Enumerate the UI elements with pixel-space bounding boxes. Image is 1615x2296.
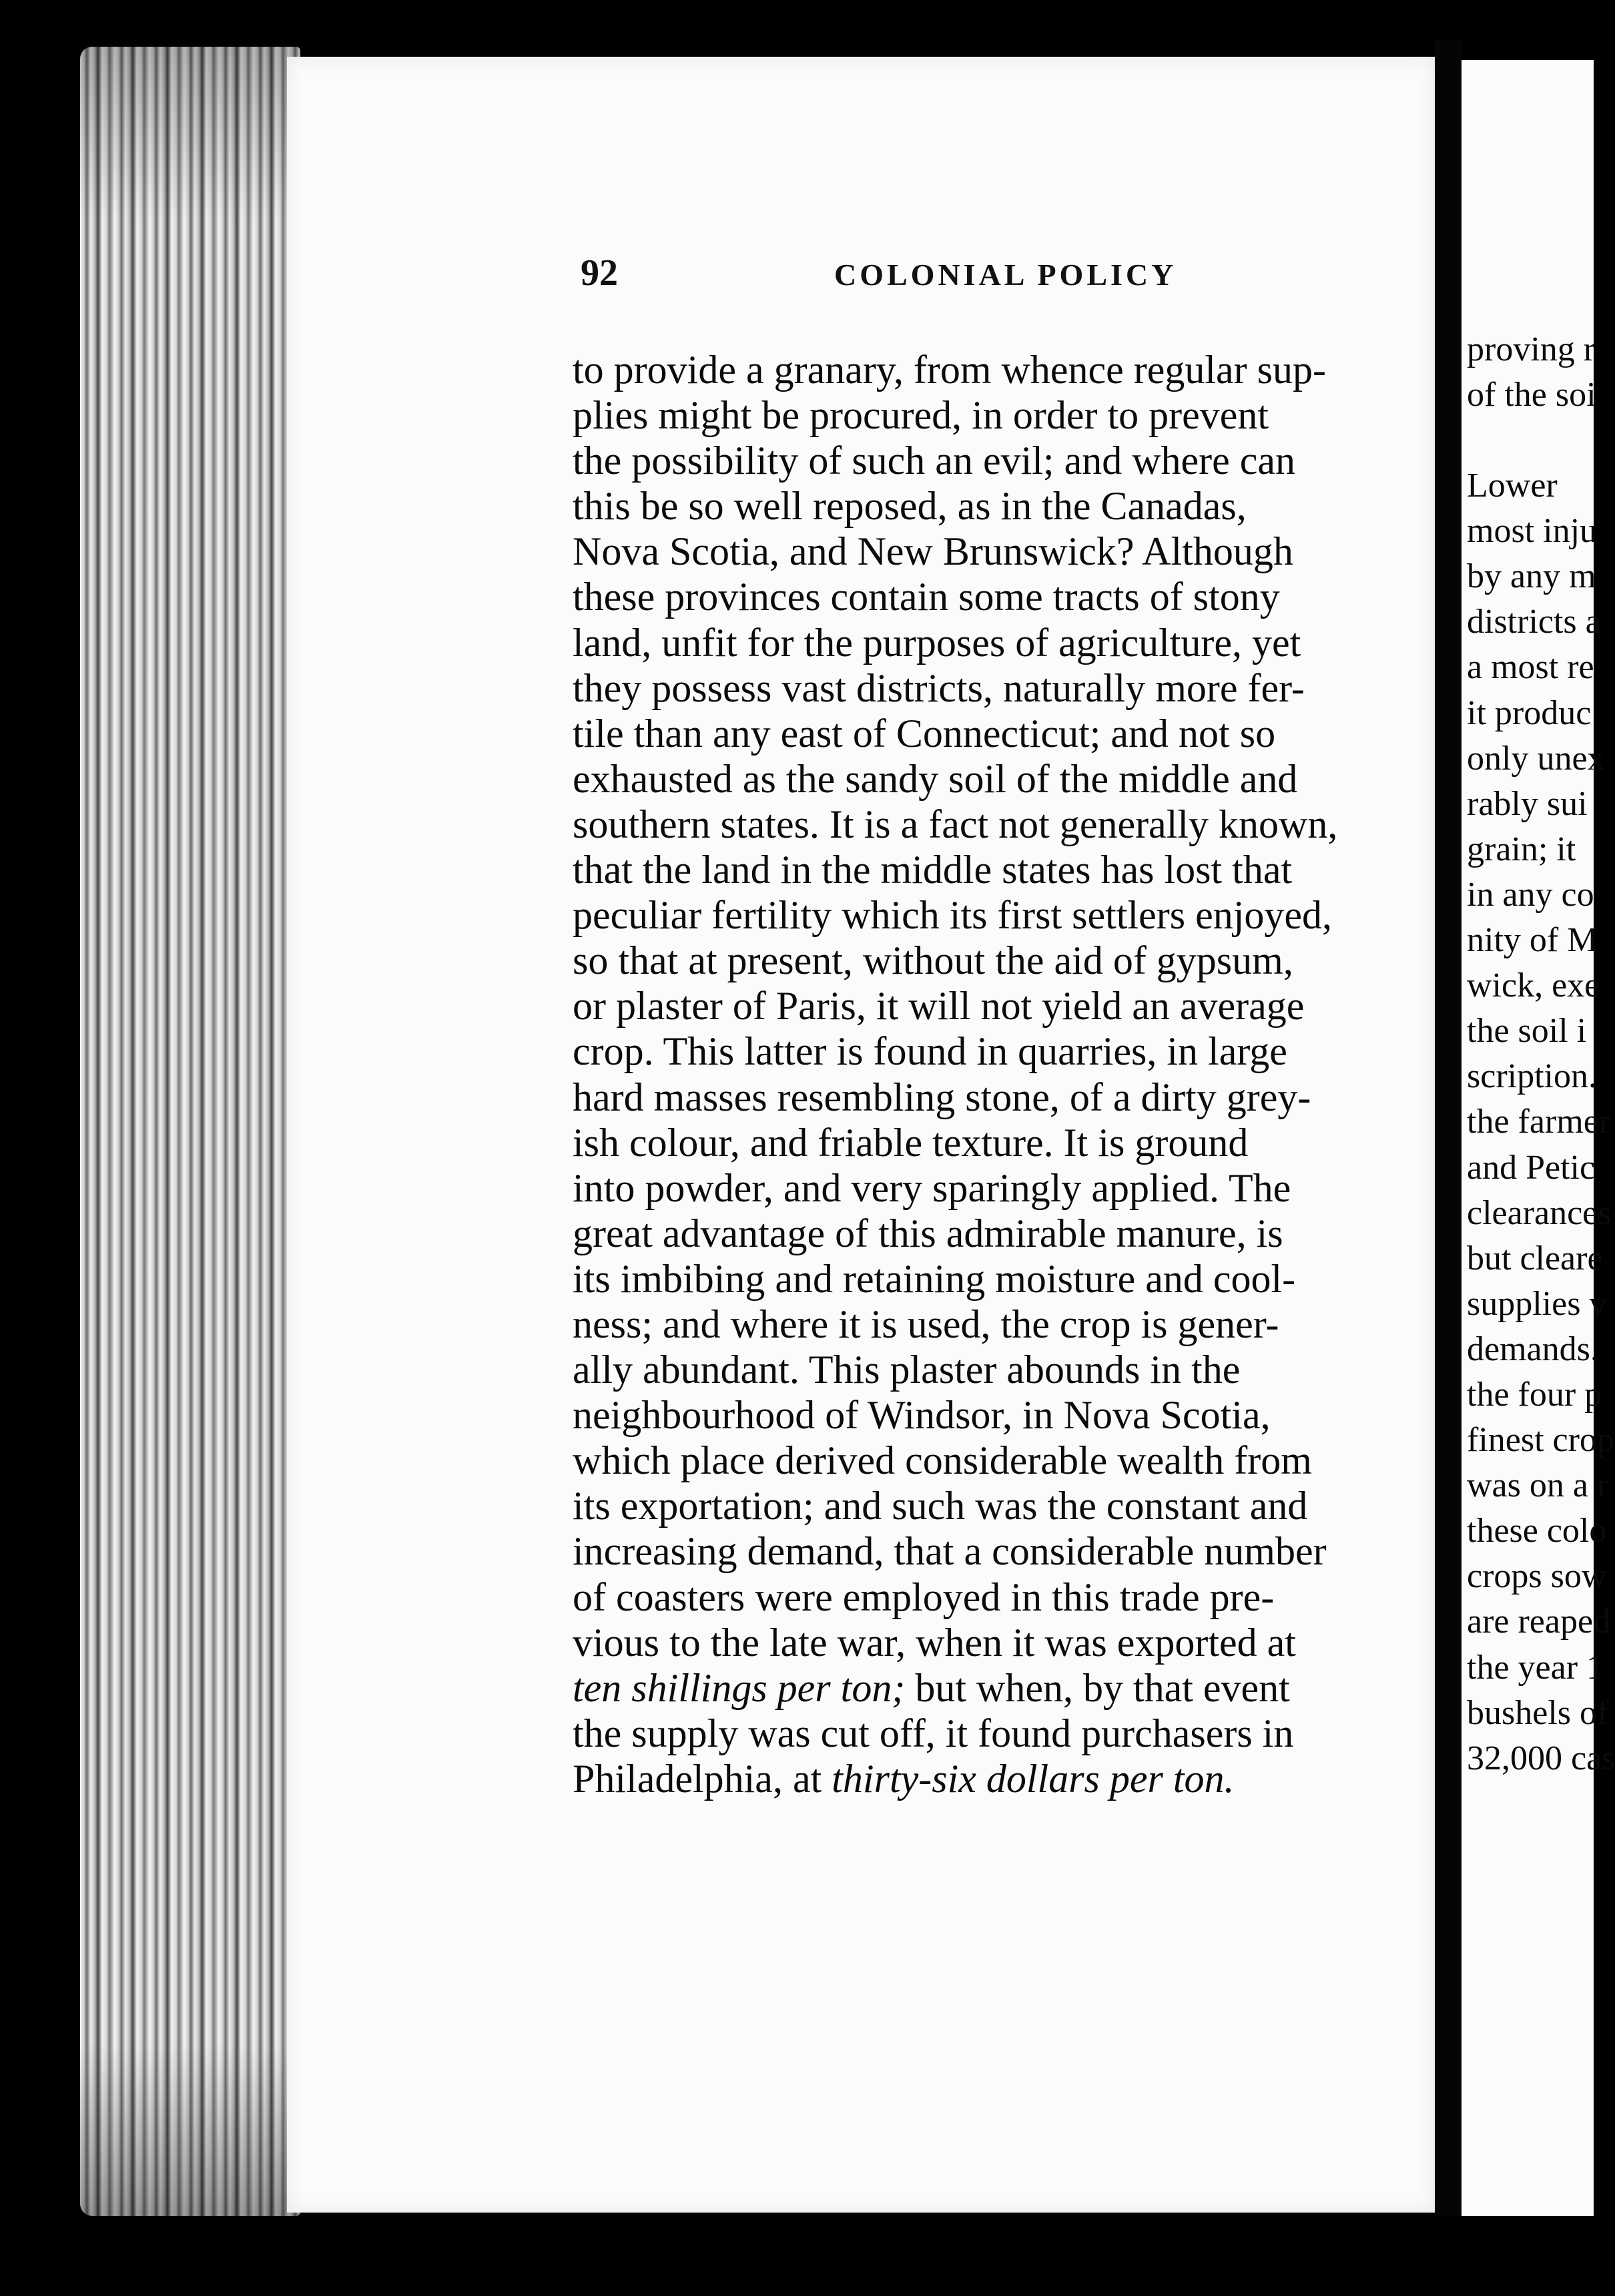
text-line: the supply was cut off, it found purchasers in (573, 1711, 1294, 1755)
text-line: of coasters were employed in this trade pre- (573, 1574, 1275, 1619)
text-line: clearances (1467, 1193, 1612, 1232)
text-line: ally abundant. This plaster abounds in the (573, 1348, 1241, 1392)
text-line: a most re (1467, 648, 1594, 687)
text-line: rably sui (1467, 784, 1588, 823)
text-line: by any m (1467, 557, 1596, 596)
text-line: Nova Scotia, and New Brunswick? Although (573, 529, 1293, 574)
text-line: are reaped (1467, 1603, 1611, 1641)
text-line: the four p (1467, 1375, 1602, 1414)
text-line: the year 1 (1467, 1648, 1604, 1687)
text-line: the farmer (1467, 1103, 1611, 1141)
text-line: this be so well reposed, as in the Canadas, (573, 484, 1247, 529)
text-fragment: but when, by that event (905, 1665, 1290, 1710)
italic-phrase: thirty-six dollars per ton. (832, 1756, 1235, 1801)
text-line: land, unfit for the purposes of agriculture, yet (573, 620, 1301, 665)
text-line: plies might be procured, in order to prevent (573, 393, 1269, 438)
text-line: so that at present, without the aid of gypsum, (573, 938, 1293, 983)
text-line (573, 1756, 1433, 1801)
text-line: only unex (1467, 739, 1605, 778)
text-line: or plaster of Paris, it will not yield an average (573, 984, 1305, 1029)
text-line: and Petic (1467, 1148, 1596, 1187)
page-edges (80, 47, 300, 2216)
text-line: these provinces contain some tracts of stony (573, 575, 1280, 619)
text-line: increasing demand, that a considerable number (573, 1529, 1327, 1574)
text-line: of the soi (1467, 376, 1596, 414)
text-line: ish colour, and friable texture. It is ground (573, 1120, 1249, 1165)
text-line: districts a (1467, 603, 1601, 641)
right-page (1462, 60, 1615, 2216)
text-line: in any co (1467, 875, 1594, 914)
text-line: that the land in the middle states has lost that (573, 848, 1293, 892)
text-line: exhausted as the sandy soil of the middle and (573, 756, 1298, 801)
text-line: to provide a granary, from whence regular sup- (573, 348, 1326, 392)
book-gutter (1435, 40, 1462, 2243)
text-line: wick, exe (1467, 966, 1600, 1005)
text-line: they possess vast districts, naturally more fer- (573, 665, 1305, 710)
text-line: proving r (1467, 330, 1596, 368)
text-line: crops sow (1467, 1557, 1607, 1596)
italic-phrase: ten shillings per ton; (573, 1665, 906, 1710)
text-line: neighbourhood of Windsor, in Nova Scotia, (573, 1393, 1271, 1438)
text-fragment: Philadelphia, at (573, 1756, 832, 1801)
text-line: but cleare (1467, 1239, 1603, 1277)
text-line: the soil i (1467, 1012, 1587, 1051)
text-line: most inju (1467, 512, 1598, 551)
body-text (573, 347, 1433, 1801)
text-line: into powder, and very sparingly applied. The (573, 1165, 1291, 1210)
text-line: which place derived considerable wealth from (573, 1438, 1312, 1483)
text-line: demands. (1467, 1330, 1599, 1368)
right-page-text (1462, 327, 1615, 1781)
page-number: 92 (581, 252, 618, 294)
text-line: peculiar fertility which its first settlers enjoyed, (573, 893, 1333, 938)
text-line: southern states. It is a fact not generally known, (573, 802, 1338, 846)
running-title: COLONIAL POLICY (834, 258, 1177, 292)
text-line: grain; it (1467, 830, 1576, 868)
text-line: it produc (1467, 693, 1592, 732)
text-line: 32,000 cas (1467, 1739, 1615, 1777)
text-line: finest crop (1467, 1421, 1614, 1460)
text-line: its exportation; and such was the constant and (573, 1484, 1308, 1528)
text-line: ness; and where it is used, the crop is gener- (573, 1302, 1279, 1346)
text-line: hard masses resembling stone, of a dirty grey- (573, 1075, 1311, 1119)
text-line: tile than any east of Connecticut; and not so (573, 711, 1276, 756)
text-line (573, 1665, 1433, 1711)
scan-background (0, 2216, 1594, 2296)
text-line: bushels of (1467, 1693, 1609, 1732)
text-line: the possibility of such an evil; and where can (573, 439, 1296, 483)
text-line: great advantage of this admirable manure, is (573, 1211, 1283, 1255)
text-line: scription. (1467, 1057, 1597, 1096)
text-line: vious to the late war, when it was exported at (573, 1620, 1296, 1665)
text-line: was on a r (1467, 1466, 1609, 1505)
text-line: Lower (1467, 467, 1558, 505)
text-line: these colo (1467, 1512, 1607, 1550)
text-line: supplies v (1467, 1284, 1607, 1323)
text-line: its imbibing and retaining moisture and cool- (573, 1256, 1296, 1301)
text-line: nity of M (1467, 921, 1598, 960)
text-line: crop. This latter is found in quarries, in large (573, 1029, 1287, 1074)
